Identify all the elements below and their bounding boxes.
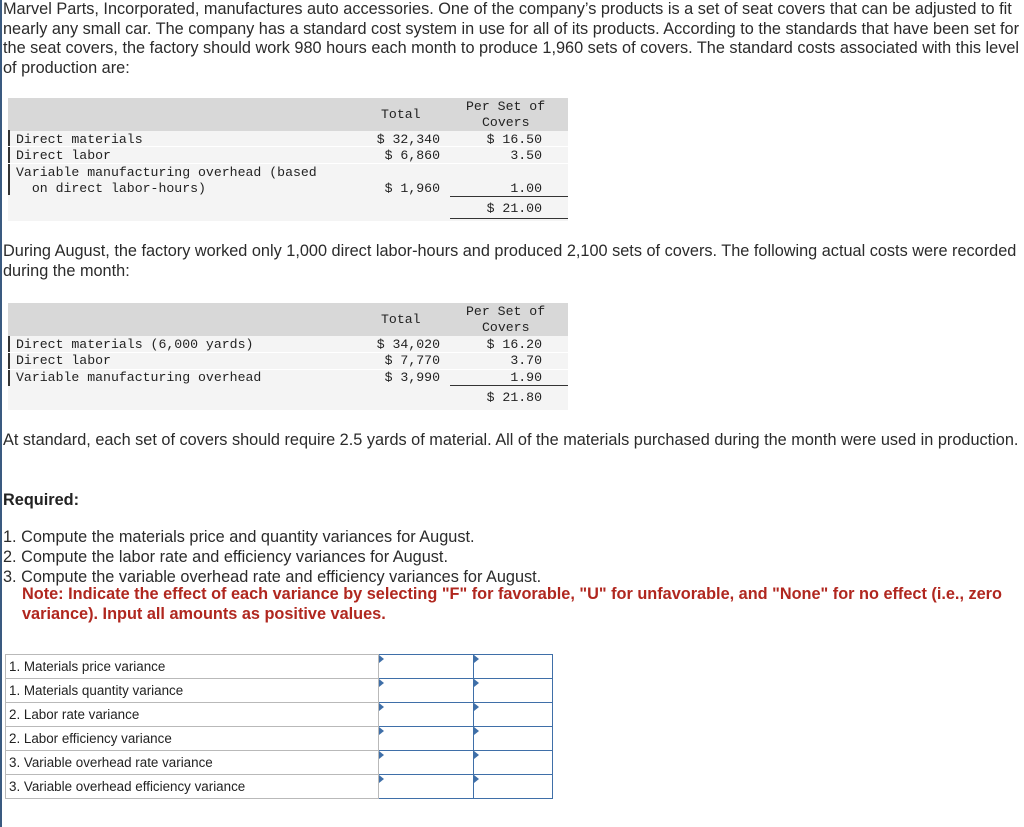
dropdown-marker-icon bbox=[474, 703, 479, 711]
required-heading: Required: bbox=[3, 491, 79, 509]
dropdown-marker-icon bbox=[474, 775, 479, 783]
std-col-covers: Covers bbox=[482, 115, 530, 130]
dropdown-marker-icon bbox=[474, 727, 479, 735]
requirement-item: 1. Compute the materials price and quantity variances for August. bbox=[3, 528, 475, 546]
dropdown-marker-icon bbox=[379, 775, 384, 783]
standard-paragraph: At standard, each set of covers should require 2.5 yards of material. All of the materials purchased during the month were used in production. bbox=[3, 431, 1019, 449]
act-col-covers: Covers bbox=[482, 320, 530, 335]
variance-label: 2. Labor efficiency variance bbox=[6, 727, 379, 751]
std-row-per-set: $ 16.50 bbox=[486, 132, 542, 147]
effect-select[interactable] bbox=[474, 679, 553, 703]
table-row bbox=[6, 751, 553, 775]
instruction-note: Note: Indicate the effect of each variance by selecting "F" for favorable, "U" for unfavorable, and "None" for no effect (i.e., zero variance). Input all amounts as positive values. bbox=[22, 585, 1002, 623]
act-grand-total: $ 21.80 bbox=[486, 390, 542, 405]
requirement-item: 3. Compute the variable overhead rate and efficiency variances for August. bbox=[3, 567, 542, 586]
august-paragraph: During August, the factory worked only 1,000 direct labor-hours and produced 2,100 sets of covers. The following actual costs were recorded during the month: bbox=[3, 242, 1017, 280]
act-col-total: Total bbox=[381, 312, 421, 327]
answer-table bbox=[5, 654, 553, 799]
std-row-total: $ 1,960 bbox=[384, 181, 440, 196]
act-row-label: Direct labor bbox=[16, 353, 111, 368]
std-col-total: Total bbox=[381, 107, 421, 122]
act-row-per-set: 1.90 bbox=[510, 370, 542, 385]
dropdown-marker-icon bbox=[379, 727, 384, 735]
variance-label: 2. Labor rate variance bbox=[6, 703, 379, 727]
std-row-total: $ 6,860 bbox=[384, 148, 440, 163]
variance-label: 1. Materials price variance bbox=[6, 655, 379, 679]
std-row-per-set: 3.50 bbox=[510, 148, 542, 163]
dropdown-marker-icon bbox=[474, 655, 479, 663]
std-col-per-set: Per Set of bbox=[466, 99, 546, 114]
dropdown-marker-icon bbox=[474, 679, 479, 687]
amount-input[interactable] bbox=[379, 655, 474, 679]
left-border bbox=[0, 0, 2, 827]
std-row-label: Direct materials bbox=[16, 132, 143, 147]
requirements-list bbox=[3, 528, 541, 587]
intro-paragraph: Marvel Parts, Incorporated, manufactures auto accessories. One of the company’s products is a set of seat covers that can be adjusted to fit nearly any small car. The company has a standard cost system in use for all of its products. According to the standards that have been set for the seat covers, the factory should work 980 hours each month to produce 1,960 sets of covers. The standard costs associated with this level of production are: bbox=[3, 0, 1020, 77]
variance-label: 3. Variable overhead efficiency variance bbox=[6, 775, 379, 799]
table-row bbox=[6, 679, 553, 703]
variance-label: 1. Materials quantity variance bbox=[6, 679, 379, 703]
dropdown-marker-icon bbox=[379, 751, 384, 759]
effect-select[interactable] bbox=[474, 655, 553, 679]
table-row bbox=[6, 655, 553, 679]
std-row-per-set: 1.00 bbox=[510, 181, 542, 196]
act-row-per-set: 3.70 bbox=[510, 353, 542, 368]
requirement-item: 2. Compute the labor rate and efficiency variances for August. bbox=[3, 547, 448, 566]
effect-select[interactable] bbox=[474, 703, 553, 727]
effect-select[interactable] bbox=[474, 727, 553, 751]
std-row-label: Direct labor bbox=[16, 148, 111, 163]
std-row-label: Variable manufacturing overhead (based bbox=[16, 165, 317, 180]
variance-label: 3. Variable overhead rate variance bbox=[6, 751, 379, 775]
act-row-total: $ 34,020 bbox=[376, 337, 440, 352]
effect-select[interactable] bbox=[474, 775, 553, 799]
std-grand-total: $ 21.00 bbox=[486, 201, 542, 216]
amount-input[interactable] bbox=[379, 703, 474, 727]
effect-select[interactable] bbox=[474, 751, 553, 775]
table-row bbox=[6, 727, 553, 751]
act-row-per-set: $ 16.20 bbox=[486, 337, 542, 352]
std-row-total: $ 32,340 bbox=[376, 132, 440, 147]
table-row bbox=[6, 703, 553, 727]
act-row-label: Variable manufacturing overhead bbox=[16, 370, 262, 385]
act-row-label: Direct materials (6,000 yards) bbox=[16, 337, 254, 352]
act-row-total: $ 3,990 bbox=[384, 370, 440, 385]
act-row-total: $ 7,770 bbox=[384, 353, 440, 368]
act-col-per-set: Per Set of bbox=[466, 304, 546, 319]
dropdown-marker-icon bbox=[379, 703, 384, 711]
dropdown-marker-icon bbox=[379, 679, 384, 687]
amount-input[interactable] bbox=[379, 751, 474, 775]
dropdown-marker-icon bbox=[474, 751, 479, 759]
table-row bbox=[6, 775, 553, 799]
amount-input[interactable] bbox=[379, 679, 474, 703]
dropdown-marker-icon bbox=[379, 655, 384, 663]
amount-input[interactable] bbox=[379, 727, 474, 751]
amount-input[interactable] bbox=[379, 775, 474, 799]
std-row-label-cont: on direct labor-hours) bbox=[16, 181, 206, 196]
